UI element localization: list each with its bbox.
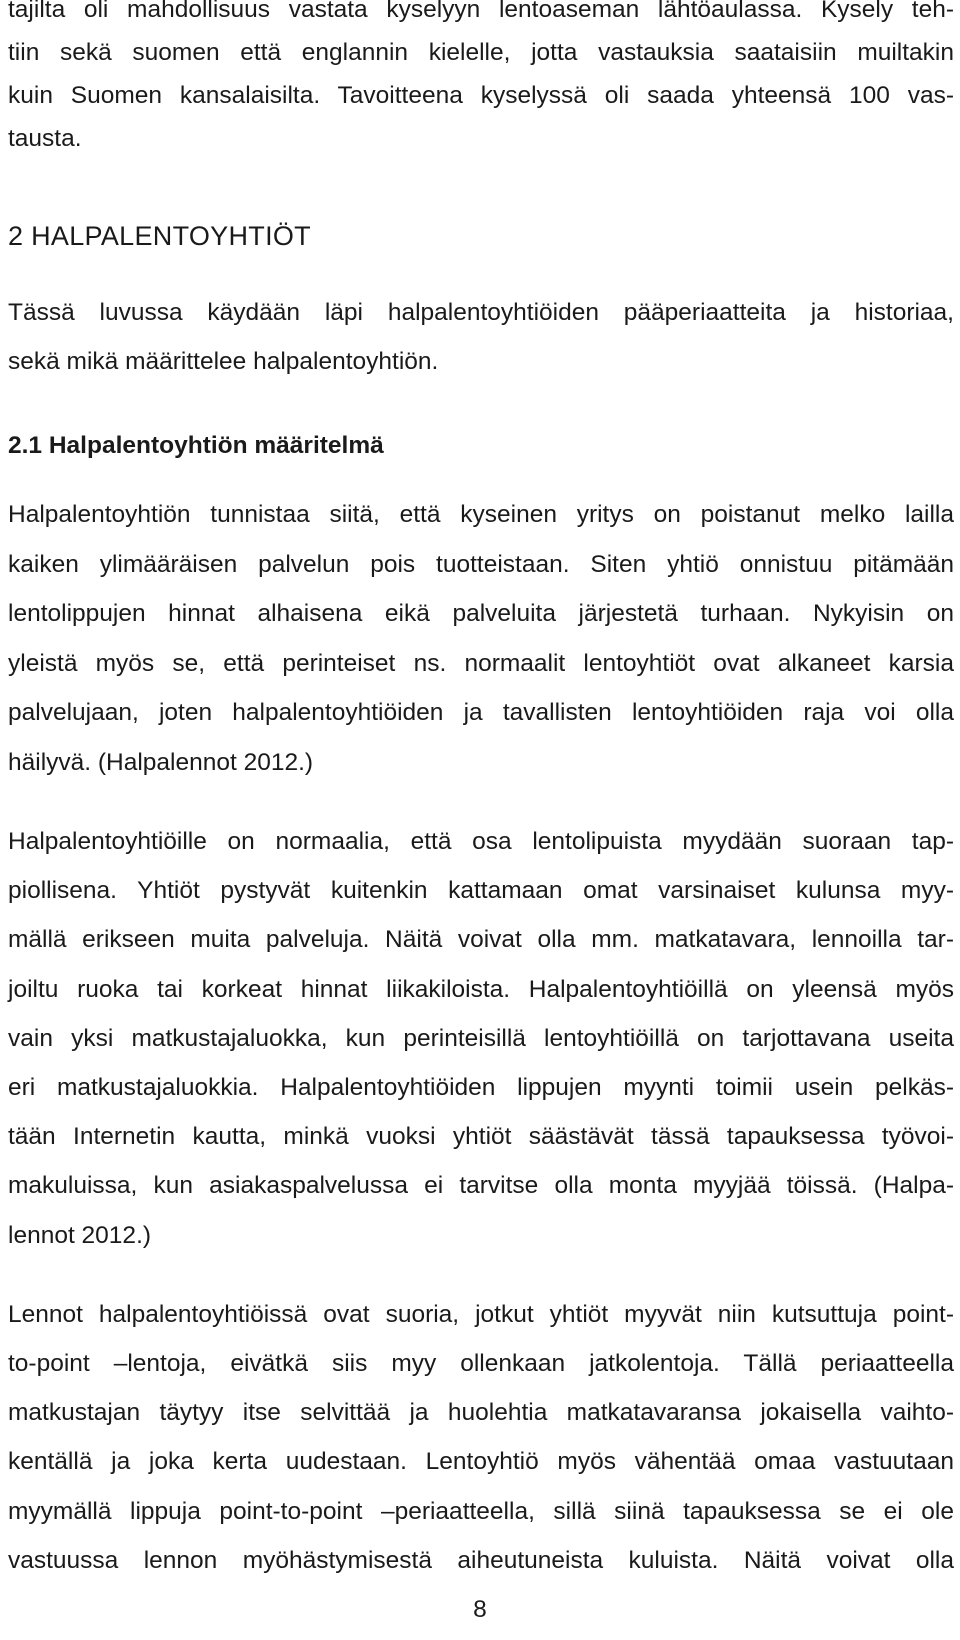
text-line: Lennot halpalentoyhtiöissä ovat suoria, jotkut yhtiöt myyvät niin kutsuttuja point- [8,1300,954,1328]
text-line: to-point –lentoja, eivätkä siis myy ollenkaan jatkolentoja. Tällä periaatteella [8,1350,954,1378]
text-line: vain yksi matkustajaluokka, kun perinteisillä lentoyhtiöillä on tarjottavana useita [8,1024,954,1052]
text-line: vastuussa lennon myöhästymisestä aiheutuneista kuluista. Näitä voivat olla [8,1546,954,1574]
text-line: lentolippujen hinnat alhaisena eikä palveluita järjestetä turhaan. Nykyisin on [8,600,954,627]
definition-paragraph-2 [8,817,954,1260]
text-line: mällä erikseen muita palveluja. Näitä voivat olla mm. matkatavara, lennoilla tar- [8,926,954,954]
intro-paragraph [8,0,954,160]
text-line: Halpalentoyhtiöille on normaalia, että osa lentolipuista myydään suoraan tap- [8,828,954,855]
text-line: eri matkustajaluokkia. Halpalentoyhtiöiden lippujen myynti toimii usein pelkäs- [8,1074,954,1102]
text-line: Tässä luvussa käydään läpi halpalentoyhtiöiden pääperiaatteita ja historiaa, [8,299,954,326]
text-line: palvelujaan, joten halpalentoyhtiöiden ja tavallisten lentoyhtiöiden raja voi olla [8,699,954,726]
definition-paragraph-3 [8,1290,954,1585]
text-line: makuluissa, kun asiakaspalvelussa ei tarvitse olla monta myyjää töissä. (Halpa- [8,1172,954,1200]
text-line: häilyvä. (Halpalennot 2012.) [8,748,314,776]
text-line: sekä mikä määrittelee halpalentoyhtiön. [8,348,439,375]
page-content [8,0,954,1585]
text-line: piollisena. Yhtiöt pystyvät kuitenkin kattamaan omat varsinaiset kulunsa myy- [8,877,954,905]
text-line: myymällä lippuja point-to-point –periaatteella, sillä siinä tapauksessa se ei ole [8,1497,954,1525]
section-2-paragraph [8,288,954,386]
page-number: 8 [473,1596,487,1623]
text-line: kuin Suomen kansalaisilta. Tavoitteena kyselyssä oli saada yhteensä 100 vas- [8,82,954,109]
text-line: kaiken ylimääräisen palvelun pois tuotteistaan. Siten yhtiö onnistuu pitämään [8,550,954,578]
text-line: tiin sekä suomen että englannin kielelle, jotta vastauksia saataisiin muiltakin [8,39,954,66]
section-2-heading: 2 HALPALENTOYHTIÖT [8,221,311,251]
text-line: kentällä ja joka kerta uudestaan. Lentoyhtiö myös vähentää omaa vastuutaan [8,1448,954,1476]
text-line: joiltu ruoka tai korkeat hinnat liikakiloista. Halpalentoyhtiöillä on yleensä myös [8,975,954,1003]
text-line: tään Internetin kautta, minkä vuoksi yhtiöt säästävät tässä tapauksessa työvoi- [8,1123,954,1151]
text-line: lennot 2012.) [8,1221,152,1249]
text-line: yleistä myös se, että perinteiset ns. normaalit lentoyhtiöt ovat alkaneet karsia [8,649,954,677]
definition-paragraph-1 [8,490,954,787]
text-line: matkustajan täytyy itse selvittää ja huolehtia matkatavaransa jokaisella vaihto- [8,1399,954,1427]
text-line: tausta. [8,125,82,152]
section-2-1-heading: 2.1 Halpalentoyhtiön määritelmä [8,432,384,459]
text-line: tajilta oli mahdollisuus vastata kyselyyn lentoaseman lähtöaulassa. Kysely teh- [8,0,954,23]
text-line: Halpalentoyhtiön tunnistaa siitä, että kyseinen yritys on poistanut melko lailla [8,501,954,528]
